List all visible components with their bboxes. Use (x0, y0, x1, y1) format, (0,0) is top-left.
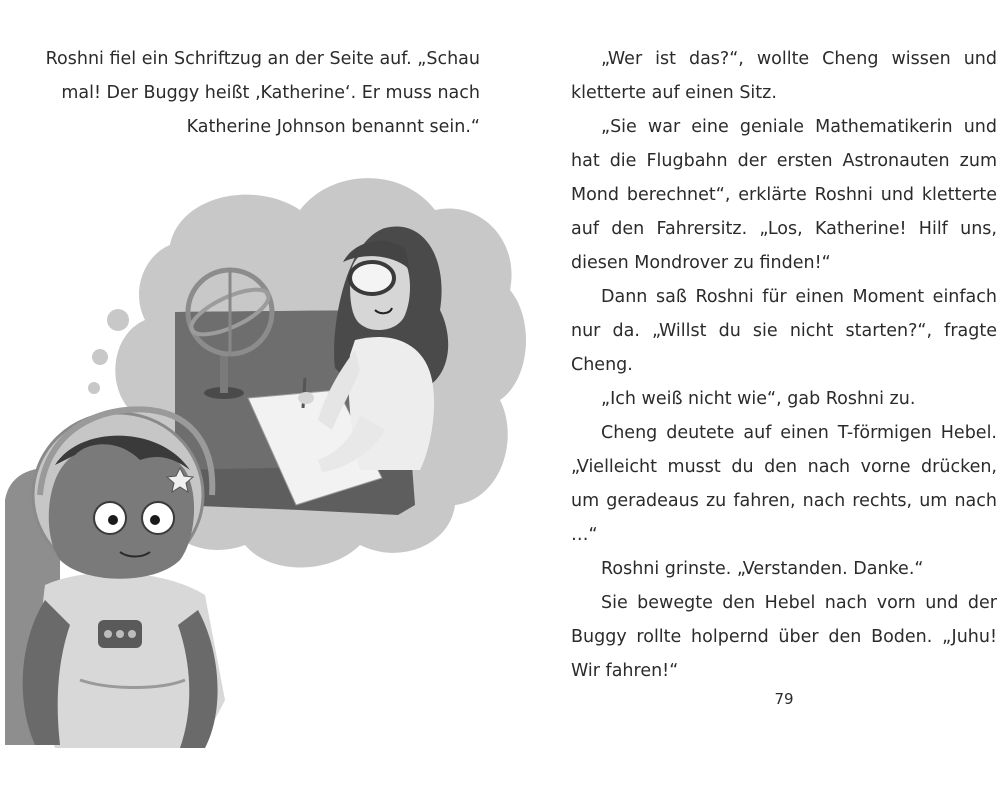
right-paragraph-6: Roshni grinste. „Verstanden. Danke.“ (601, 559, 924, 579)
right-paragraph-5: Cheng deutete auf einen T-förmigen Hebel. „Vielleicht musst du den nach vorne drücken, um geradeaus zu fahren, nach rechts, um nach …“ (571, 423, 997, 545)
right-paragraph-2: „Sie war eine geniale Mathematikerin und hat die Flugbahn der ersten Astronauten zum Mond berechnet“, erklärte Roshni und kletterte auf den Fahrersitz. „Los, Katherine! Hilf uns, diesen Mondrover zu finden!“ (571, 117, 997, 273)
right-page-text (571, 42, 997, 688)
right-paragraph-7: Sie bewegte den Hebel nach vorn und der Buggy rollte holpernd über den Boden. „Juhu! Wir fahren!“ (571, 593, 997, 681)
astronaut-girl-icon (5, 409, 225, 748)
right-paragraph-4: „Ich weiß nicht wie“, gab Roshni zu. (601, 389, 916, 409)
right-paragraph-1: „Wer ist das?“, wollte Cheng wissen und kletterte auf einen Sitz. (571, 49, 997, 103)
right-paragraph-3: Dann saß Roshni für einen Moment einfach nur da. „Willst du sie nicht starten?“, fragte Cheng. (571, 287, 997, 375)
page-number: 79 (774, 690, 794, 708)
left-paragraph: Roshni fiel ein Schriftzug an der Seite auf. „Schau mal! Der Buggy heißt ‚Katherine‘. Er muss nach Katherine Johnson benannt sein.“ (45, 49, 480, 137)
